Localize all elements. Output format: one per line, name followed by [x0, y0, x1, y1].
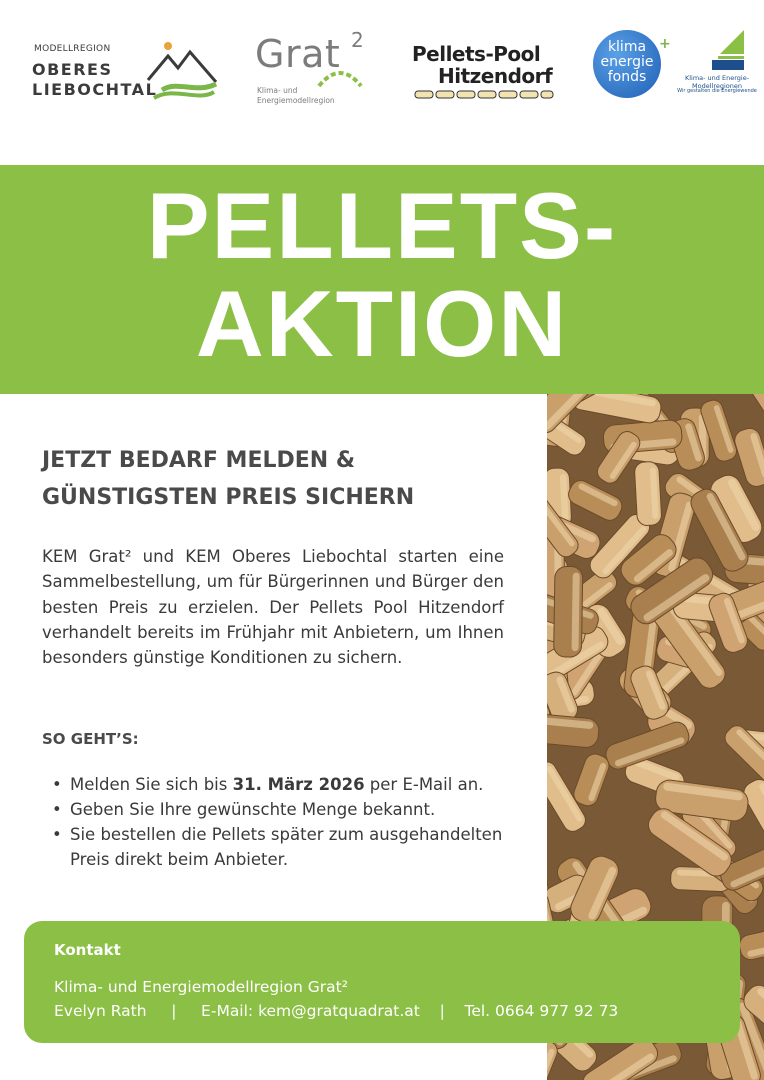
logo-grat: [255, 28, 385, 110]
logo-pp-line2: Hitzendorf: [438, 64, 553, 88]
logo-grat-sub1: Klima- und: [257, 86, 298, 95]
arc-icon: [317, 66, 363, 88]
list-item: • Melden Sie sich bis 31. März 2026 per E-Mail an.: [42, 772, 522, 797]
contact-title: Kontakt: [54, 941, 121, 959]
logo-ol-small: MODELLREGION: [34, 44, 111, 54]
mountain-icon: [144, 40, 220, 100]
logo-bar: [0, 0, 764, 130]
subheading: [42, 442, 522, 516]
subheading-line1: JETZT BEDARF MELDEN &: [42, 448, 356, 473]
contact-org: Klima- und Energiemodellregion Grat²: [54, 978, 348, 996]
logo-ol-line1: OBERES: [32, 60, 113, 79]
logo-kem-line3: Wir gestalten die Energiewende: [677, 88, 757, 94]
logo-grat-sup: 2: [351, 28, 364, 52]
logo-grat-word: Grat: [255, 32, 341, 76]
logo-kef-l3: fonds: [607, 69, 647, 85]
pellets-icon: [414, 90, 554, 99]
list-item: • Geben Sie Ihre gewünschte Menge bekannt.: [42, 797, 522, 822]
steps-list: [42, 772, 522, 872]
logo-ol-line2: LIEBOCHTAL: [32, 80, 158, 99]
how-title: SO GEHT’S:: [42, 730, 139, 748]
logo-kef-l2: energie: [600, 54, 654, 70]
contact-box: [24, 921, 740, 1043]
logo-kef-l1: klima: [607, 39, 647, 55]
logo-kef-plus: +: [659, 36, 671, 52]
deadline-date: 31. März 2026: [232, 775, 365, 794]
logo-grat-sub2: Energiemodellregion: [257, 96, 335, 105]
logo-pp-line1: Pellets-Pool: [412, 42, 541, 66]
logo-pellets-pool: [412, 40, 562, 102]
logo-oberes-liebochtal: [32, 38, 232, 108]
list-item: • Sie bestellen die Pellets später zum ausgehandelten Preis direkt beim Anbieter.: [42, 822, 522, 872]
logo-kem-line1: Klima- und Energie- Modellregionen: [684, 74, 750, 90]
title-line2: AKTION: [195, 271, 569, 376]
kem-flag-icon: [710, 30, 746, 70]
headline-banner: [0, 165, 764, 394]
title-line1: PELLETS-: [146, 173, 618, 278]
logo-klima-energie-fonds: [593, 30, 671, 100]
logo-kem: [670, 30, 760, 102]
contact-details: Evelyn Rath | E-Mail: kem@gratquadrat.at | Tel. 0664 977 92 73: [54, 1002, 619, 1020]
intro-paragraph: KEM Grat² und KEM Oberes Liebochtal starten eine Sammelbestellung, um für Bürgerinnen und Bürger den besten Preis zu erzielen. Der Pellets Pool Hitzendorf verhandelt bereits im Frühjahr mit Anbietern, um Ihnen besonders günstige Konditionen zu sichern.: [42, 547, 504, 668]
subheading-line2: GÜNSTIGSTEN PREIS SICHERN: [42, 485, 415, 510]
page-title: [0, 173, 764, 376]
